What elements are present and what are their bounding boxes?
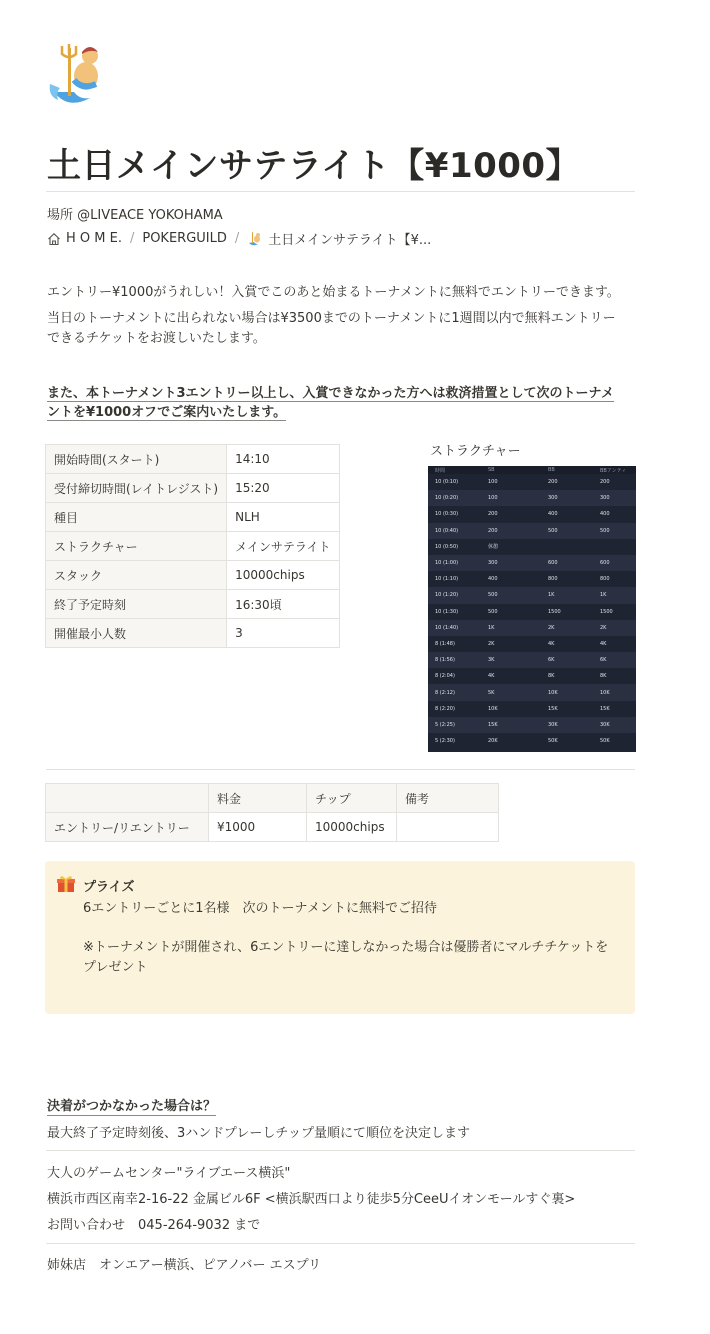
structure-row [428,523,636,539]
structure-cell: 500 [548,527,558,534]
table-value: 10000chips [227,561,339,590]
fee-table [45,783,499,842]
breadcrumb-current[interactable] [247,229,431,248]
table-cell [397,813,499,842]
intro-line: 当日のトーナメントに出られない場合は¥3500までのトーナメントに1週間以内で無料エントリー [47,311,616,326]
prize-title: プライズ [83,880,135,895]
structure-row [428,717,636,733]
structure-row [428,571,636,587]
structure-cell: 2K [600,624,607,631]
structure-cell: 1K [548,592,555,599]
structure-cell: 100 [488,495,498,502]
table-row [46,445,340,474]
table-label: 終了予定時刻 [46,590,227,619]
table-label: 種目 [46,503,227,532]
structure-cell: 8 (1:48) [435,640,455,647]
structure-header: BB [548,467,555,473]
structure-cell: 600 [600,560,610,567]
structure-row [428,587,636,603]
structure-cell: 10 (0:40) [435,527,459,534]
table-row [46,813,499,842]
notice-text: ントを¥1000オフでご案内いたします。 [47,405,287,420]
breadcrumb-pokerguild[interactable] [142,231,227,246]
structure-cell: 10 (1:30) [435,608,459,615]
structure-cell: 6K [600,657,607,664]
structure-caption: ストラクチャー [430,444,521,459]
table-value: 15:20 [227,474,339,503]
gift-icon [56,874,76,894]
merman-icon [247,231,263,247]
page-title: 土日メインサテライト【¥1000】 [47,146,581,186]
structure-cell: 1500 [548,608,561,615]
notice-text: また、本トーナメント3エントリー以上し、入賞できなかった方へは救済措置として次のトーナメ [47,386,615,401]
tiebreak-heading-text: 決着がつかなかった場合は？ [47,1099,217,1114]
breadcrumb-home[interactable] [47,231,122,246]
venue-address: 横浜市西区南幸2-16-22 金属ビル6F <横浜駅西口より徒歩5分CeeUイオンモールすぐ裏> [47,1192,576,1207]
structure-cell: 500 [600,527,610,534]
structure-cell: 10 (1:00) [435,560,459,567]
structure-row [428,604,636,620]
structure-image[interactable] [428,466,636,752]
structure-cell: 300 [600,495,610,502]
table-row [46,503,340,532]
table-row [46,590,340,619]
structure-cell: 10 (0:30) [435,511,459,518]
structure-cell: 200 [488,511,498,518]
table-row [46,532,340,561]
table-value: NLH [227,503,339,532]
structure-cell: 20K [488,738,498,745]
structure-row [428,733,636,749]
structure-row [428,701,636,717]
breadcrumb-home-label: H O M E. [66,231,122,246]
structure-cell: 8K [548,673,555,680]
structure-header: SB [488,467,495,473]
intro-line: できるチケットをお渡しいたします。 [47,331,266,346]
structure-cell: 200 [488,527,498,534]
title-divider [46,191,635,192]
table-value: 3 [227,619,339,648]
structure-cell: 休憩 [488,544,499,551]
prize-line: プレゼント [83,960,148,975]
breadcrumb-separator: / [129,231,135,246]
table-label: 開始時間(スタート) [46,445,227,474]
table-value: 14:10 [227,445,339,474]
intro-line: エントリー¥1000がうれしい！入賞でこのあと始まるトーナメントに無料でエントリーできます。 [47,285,620,300]
structure-cell: 200 [548,479,558,486]
structure-header: 時間 [435,467,446,474]
table-cell: 10000chips [307,813,397,842]
structure-cell: 400 [548,511,558,518]
table-cell: ¥1000 [209,813,307,842]
structure-cell: 2K [548,624,555,631]
section-divider [46,1243,635,1244]
structure-cell: 5 (2:30) [435,738,455,745]
structure-cell: 800 [600,576,610,583]
structure-cell: 300 [548,495,558,502]
structure-cell: 10 (1:10) [435,576,459,583]
table-label: 開催最小人数 [46,619,227,648]
section-divider [46,1150,635,1151]
structure-cell: 500 [488,592,498,599]
structure-cell: 2K [488,640,495,647]
table-header: 備考 [397,784,499,813]
structure-cell: 5 (2:25) [435,721,455,728]
page-icon [46,40,114,108]
breadcrumb [47,229,431,248]
table-value: メインサテライト [227,532,339,561]
structure-cell: 600 [548,560,558,567]
location-text: 場所 @LIVEACE YOKOHAMA [47,208,223,223]
info-table [45,444,340,648]
tiebreak-text: 最大終了予定時刻後、3ハンドプレーしチップ量順にて順位を決定します [47,1126,470,1141]
structure-cell: 30K [600,721,610,728]
table-header [46,784,209,813]
table-header-row [46,784,499,813]
structure-cell: 4K [600,640,607,647]
structure-row [428,506,636,522]
structure-row [428,636,636,652]
structure-cell: 1500 [600,608,613,615]
structure-cell: 8 (2:04) [435,673,455,680]
structure-cell: 15K [548,705,558,712]
table-row [46,474,340,503]
structure-cell: 10 (0:20) [435,495,459,502]
table-row [46,561,340,590]
structure-cell: 10K [488,705,498,712]
section-divider [46,769,635,770]
structure-cell: 10K [600,689,610,696]
structure-row [428,668,636,684]
structure-row [428,684,636,700]
structure-cell: 200 [600,479,610,486]
structure-row [428,652,636,668]
prize-line: 6エントリーごとに1名様 次のトーナメントに無料でご招待 [83,901,438,916]
home-icon [47,232,61,246]
structure-cell: 4K [548,640,555,647]
structure-cell: 10K [548,689,558,696]
structure-row [428,539,636,555]
structure-cell: 8 (2:12) [435,689,455,696]
structure-row [428,490,636,506]
structure-cell: 30K [548,721,558,728]
structure-cell: 50K [548,738,558,745]
structure-row [428,620,636,636]
table-header: チップ [307,784,397,813]
structure-cell: 8K [600,673,607,680]
structure-cell: 10 (1:40) [435,624,459,631]
structure-cell: 400 [600,511,610,518]
structure-cell: 8 (2:20) [435,705,455,712]
table-value: 16:30頃 [227,590,339,619]
table-cell: エントリー/リエントリー [46,813,209,842]
structure-cell: 3K [488,657,495,664]
prize-line: ※トーナメントが開催され、6エントリーに達しなかった場合は優勝者にマルチチケットを [83,940,609,955]
structure-cell: 1K [600,592,607,599]
structure-cell: 800 [548,576,558,583]
table-header: 料金 [209,784,307,813]
structure-cell: 10 (0:10) [435,479,459,486]
notice-line [47,383,637,404]
structure-header: BBアンティ [600,467,627,474]
structure-row [428,474,636,490]
structure-cell: 1K [488,624,495,631]
structure-header-row [428,466,636,474]
breadcrumb-current-label: 土日メインサテライト【¥... [268,233,432,248]
tiebreak-heading [47,1095,216,1114]
table-label: ストラクチャー [46,532,227,561]
structure-cell: 15K [600,705,610,712]
structure-cell: 100 [488,479,498,486]
sister-stores: 姉妹店 オンエアー横浜、ピアノバー エスプリ [47,1258,322,1273]
structure-cell: 10 (0:50) [435,543,459,550]
structure-cell: 5K [488,689,495,696]
breadcrumb-separator: / [234,231,240,246]
structure-cell: 15K [488,721,498,728]
notice-line [47,402,637,423]
venue-contact: お問い合わせ 045-264-9032 まで [47,1218,261,1233]
structure-cell: 50K [600,738,610,745]
table-label: スタック [46,561,227,590]
structure-cell: 500 [488,608,498,615]
structure-row [428,555,636,571]
table-row [46,619,340,648]
structure-cell: 300 [488,560,498,567]
structure-cell: 4K [488,673,495,680]
structure-cell: 400 [488,576,498,583]
structure-cell: 8 (1:56) [435,657,455,664]
table-label: 受付締切時間(レイトレジスト) [46,474,227,503]
breadcrumb-pokerguild-label: POKERGUILD [142,231,227,246]
structure-cell: 10 (1:20) [435,592,459,599]
structure-cell: 6K [548,657,555,664]
venue-name: 大人のゲームセンター"ライブエース横浜" [47,1166,291,1181]
